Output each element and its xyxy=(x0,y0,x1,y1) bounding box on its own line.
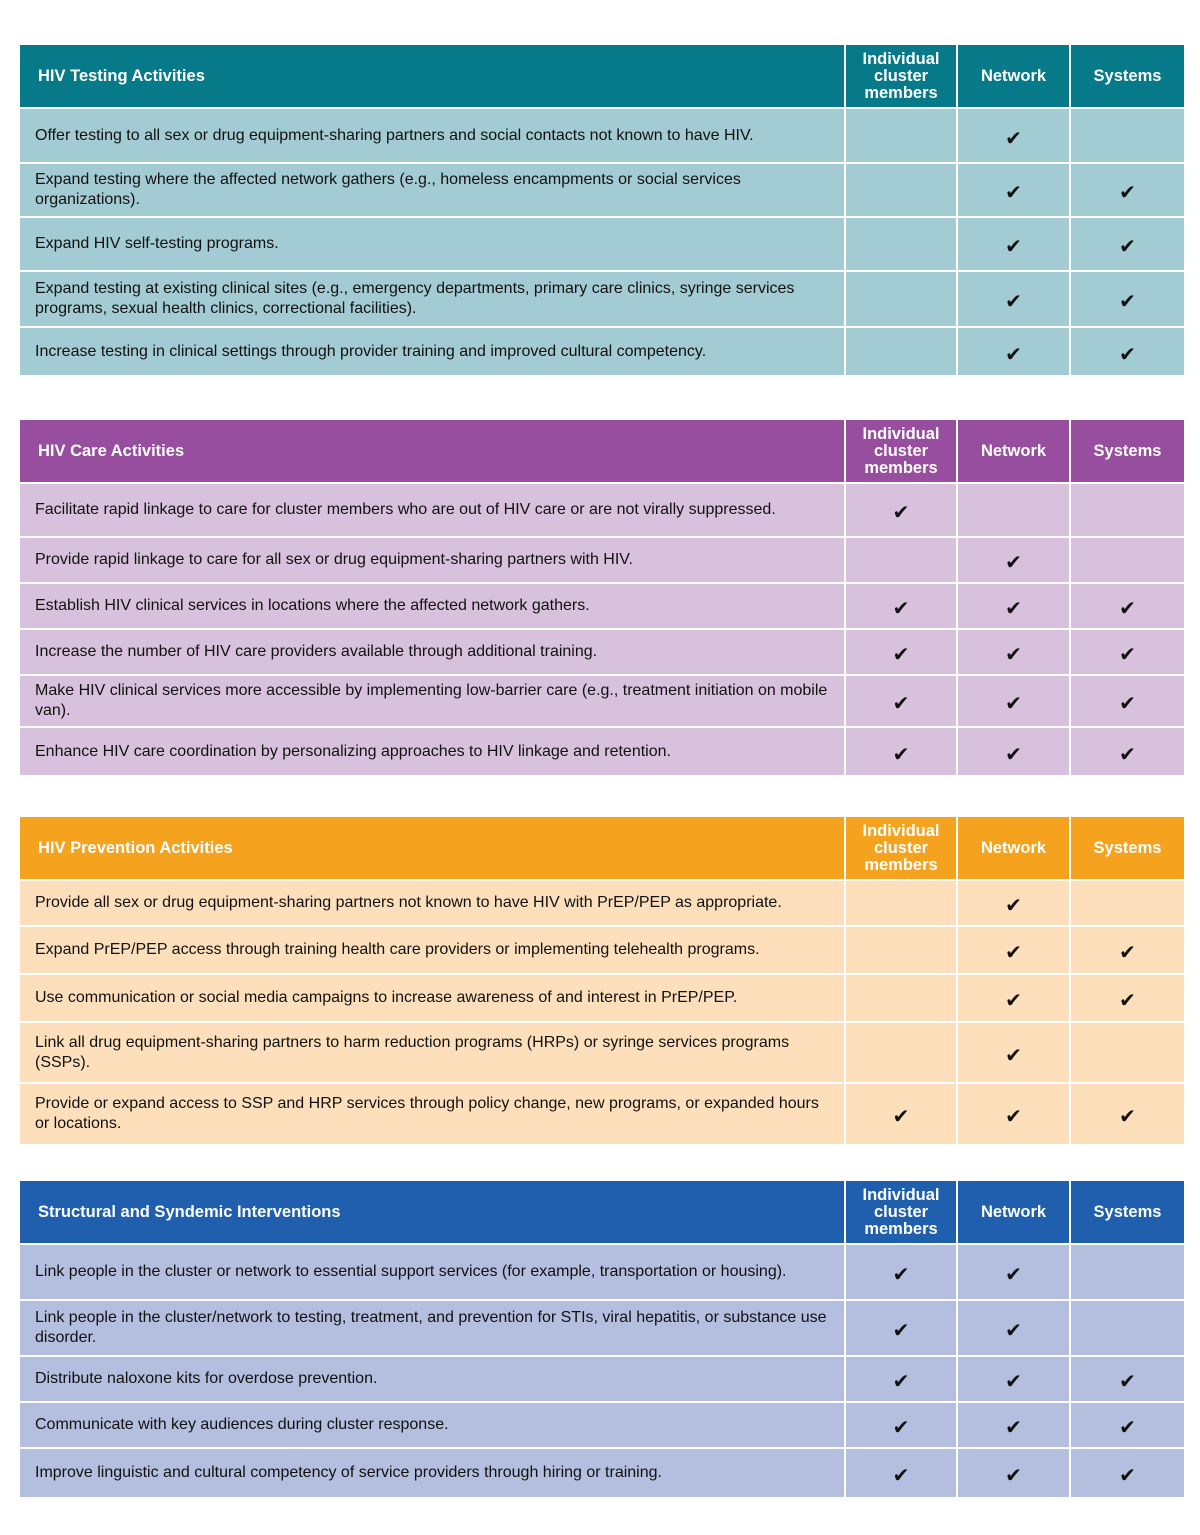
check-cell-network xyxy=(958,676,1071,728)
check-cell-systems xyxy=(1071,1357,1184,1403)
checkmark-icon: ✔ xyxy=(1005,289,1022,313)
check-cell-individual xyxy=(846,272,958,328)
checkmark-icon: ✔ xyxy=(1119,988,1136,1012)
activity-table xyxy=(20,1181,1184,1499)
check-cell-individual xyxy=(846,975,958,1023)
check-cell-network xyxy=(958,630,1071,676)
check-cell-systems xyxy=(1071,272,1184,328)
table-row xyxy=(20,1023,1184,1084)
checkmark-icon: ✔ xyxy=(892,1318,910,1342)
check-cell-network xyxy=(958,728,1071,777)
activity-text: Offer testing to all sex or drug equipment-sharing partners and social contacts not known to have HIV. xyxy=(20,109,846,164)
activity-text: Communicate with key audiences during cluster response. xyxy=(20,1403,846,1449)
section-title: Structural and Syndemic Interventions xyxy=(20,1181,846,1245)
check-cell-individual xyxy=(846,630,958,676)
check-cell-systems xyxy=(1071,927,1184,975)
table-row xyxy=(20,1245,1184,1301)
table-row xyxy=(20,927,1184,975)
table-header-row xyxy=(20,1181,1184,1245)
checkmark-icon: ✔ xyxy=(1005,1369,1022,1393)
column-header-network: Network xyxy=(958,1181,1071,1245)
column-header-network: Network xyxy=(958,420,1071,484)
activity-text: Link people in the cluster or network to essential support services (for example, transportation or housing). xyxy=(20,1245,846,1301)
check-cell-individual xyxy=(846,1301,958,1357)
checkmark-icon: ✔ xyxy=(892,1463,910,1487)
table-row xyxy=(20,109,1184,164)
column-header-systems: Systems xyxy=(1071,420,1184,484)
column-header-systems: Systems xyxy=(1071,45,1184,109)
check-cell-network xyxy=(958,538,1071,584)
activity-text: Distribute naloxone kits for overdose prevention. xyxy=(20,1357,846,1403)
checkmark-icon: ✔ xyxy=(1005,893,1022,917)
activity-text: Make HIV clinical services more accessible by implementing low-barrier care (e.g., treatment initiation on mobile van). xyxy=(20,676,846,728)
table-row xyxy=(20,1357,1184,1403)
checkmark-icon: ✔ xyxy=(1005,1463,1022,1487)
check-cell-systems xyxy=(1071,630,1184,676)
table-row xyxy=(20,584,1184,630)
checkmark-icon: ✔ xyxy=(1119,180,1136,204)
checkmark-icon: ✔ xyxy=(1005,1415,1022,1439)
checkmark-icon: ✔ xyxy=(1005,988,1022,1012)
column-header-individual: Individual cluster members xyxy=(846,45,958,109)
check-cell-network xyxy=(958,1245,1071,1301)
check-cell-systems xyxy=(1071,484,1184,538)
activity-text: Expand testing where the affected network gathers (e.g., homeless encampments or social services organizations). xyxy=(20,164,846,218)
check-cell-individual xyxy=(846,109,958,164)
checkmark-icon: ✔ xyxy=(1119,596,1136,620)
checkmark-icon: ✔ xyxy=(892,1104,910,1128)
table-row xyxy=(20,1403,1184,1449)
checkmark-icon: ✔ xyxy=(1005,1318,1022,1342)
table-row xyxy=(20,1084,1184,1146)
activity-text: Establish HIV clinical services in locations where the affected network gathers. xyxy=(20,584,846,630)
table-row xyxy=(20,272,1184,328)
checkmark-icon: ✔ xyxy=(892,500,910,524)
activity-text: Expand HIV self-testing programs. xyxy=(20,218,846,272)
activity-text: Expand PrEP/PEP access through training health care providers or implementing telehealth programs. xyxy=(20,927,846,975)
check-cell-individual xyxy=(846,1449,958,1499)
table-row xyxy=(20,218,1184,272)
table-row xyxy=(20,630,1184,676)
check-cell-network xyxy=(958,975,1071,1023)
check-cell-systems xyxy=(1071,164,1184,218)
table-header-row xyxy=(20,45,1184,109)
check-cell-systems xyxy=(1071,1023,1184,1084)
checkmark-icon: ✔ xyxy=(1119,289,1136,313)
check-cell-systems xyxy=(1071,728,1184,777)
check-cell-individual xyxy=(846,1245,958,1301)
check-cell-systems xyxy=(1071,109,1184,164)
table-row xyxy=(20,164,1184,218)
activity-text: Link all drug equipment-sharing partners to harm reduction programs (HRPs) or syringe services programs (SSPs). xyxy=(20,1023,846,1084)
check-cell-individual xyxy=(846,676,958,728)
check-cell-individual xyxy=(846,218,958,272)
check-cell-network xyxy=(958,1023,1071,1084)
check-cell-systems xyxy=(1071,584,1184,630)
column-header-network: Network xyxy=(958,817,1071,881)
checkmark-icon: ✔ xyxy=(892,1369,910,1393)
checkmark-icon: ✔ xyxy=(892,1415,910,1439)
column-header-network: Network xyxy=(958,45,1071,109)
checkmark-icon: ✔ xyxy=(1005,550,1022,574)
activity-text: Provide or expand access to SSP and HRP services through policy change, new programs, or expanded hours or locations. xyxy=(20,1084,846,1146)
check-cell-systems xyxy=(1071,1084,1184,1146)
checkmark-icon: ✔ xyxy=(1005,234,1022,258)
check-cell-systems xyxy=(1071,1301,1184,1357)
check-cell-individual xyxy=(846,881,958,927)
activity-text: Facilitate rapid linkage to care for cluster members who are out of HIV care or are not virally suppressed. xyxy=(20,484,846,538)
table-row xyxy=(20,881,1184,927)
check-cell-individual xyxy=(846,538,958,584)
activity-text: Use communication or social media campaigns to increase awareness of and interest in PrEP/PEP. xyxy=(20,975,846,1023)
check-cell-systems xyxy=(1071,328,1184,377)
checkmark-icon: ✔ xyxy=(1119,1369,1136,1393)
checkmark-icon: ✔ xyxy=(1119,1104,1136,1128)
table-header-row xyxy=(20,420,1184,484)
checkmark-icon: ✔ xyxy=(892,741,910,766)
checkmark-icon: ✔ xyxy=(1119,642,1136,666)
checkmark-icon: ✔ xyxy=(1119,940,1136,964)
checkmark-icon: ✔ xyxy=(892,1262,910,1286)
check-cell-systems xyxy=(1071,881,1184,927)
activity-text: Increase testing in clinical settings through provider training and improved cultural competency. xyxy=(20,328,846,377)
checkmark-icon: ✔ xyxy=(892,642,910,666)
checkmark-icon: ✔ xyxy=(1005,125,1022,150)
check-cell-individual xyxy=(846,927,958,975)
check-cell-individual xyxy=(846,1357,958,1403)
check-cell-network xyxy=(958,1449,1071,1499)
checkmark-icon: ✔ xyxy=(1119,1463,1136,1487)
check-cell-network xyxy=(958,218,1071,272)
table-row xyxy=(20,975,1184,1023)
check-cell-systems xyxy=(1071,676,1184,728)
table-row xyxy=(20,1449,1184,1499)
check-cell-systems xyxy=(1071,538,1184,584)
check-cell-systems xyxy=(1071,1245,1184,1301)
checkmark-icon: ✔ xyxy=(1119,741,1136,766)
check-cell-network xyxy=(958,1084,1071,1146)
check-cell-individual xyxy=(846,484,958,538)
activity-text: Expand testing at existing clinical sites (e.g., emergency departments, primary care clinics, syringe services programs, sexual health clinics, correctional facilities). xyxy=(20,272,846,328)
activity-table xyxy=(20,45,1184,377)
activity-text: Provide rapid linkage to care for all sex or drug equipment-sharing partners with HIV. xyxy=(20,538,846,584)
check-cell-systems xyxy=(1071,975,1184,1023)
checkmark-icon: ✔ xyxy=(1119,341,1136,366)
check-cell-individual xyxy=(846,584,958,630)
column-header-systems: Systems xyxy=(1071,1181,1184,1245)
checkmark-icon: ✔ xyxy=(1005,940,1022,964)
check-cell-network xyxy=(958,328,1071,377)
check-cell-systems xyxy=(1071,1449,1184,1499)
checkmark-icon: ✔ xyxy=(892,596,910,620)
check-cell-individual xyxy=(846,1084,958,1146)
column-header-individual: Individual cluster members xyxy=(846,817,958,881)
activity-table xyxy=(20,817,1184,1146)
section-title: HIV Testing Activities xyxy=(20,45,846,109)
check-cell-systems xyxy=(1071,1403,1184,1449)
check-cell-individual xyxy=(846,728,958,777)
checkmark-icon: ✔ xyxy=(1005,642,1022,666)
section-title: HIV Prevention Activities xyxy=(20,817,846,881)
check-cell-individual xyxy=(846,1023,958,1084)
checkmark-icon: ✔ xyxy=(892,691,910,715)
check-cell-systems xyxy=(1071,218,1184,272)
section-title: HIV Care Activities xyxy=(20,420,846,484)
table-header-row xyxy=(20,817,1184,881)
checkmark-icon: ✔ xyxy=(1005,741,1022,766)
check-cell-network xyxy=(958,881,1071,927)
table-row xyxy=(20,1301,1184,1357)
checkmark-icon: ✔ xyxy=(1005,596,1022,620)
check-cell-network xyxy=(958,584,1071,630)
check-cell-network xyxy=(958,927,1071,975)
activity-text: Improve linguistic and cultural competency of service providers through hiring or training. xyxy=(20,1449,846,1499)
check-cell-network xyxy=(958,272,1071,328)
table-row xyxy=(20,484,1184,538)
activity-text: Increase the number of HIV care providers available through additional training. xyxy=(20,630,846,676)
column-header-individual: Individual cluster members xyxy=(846,1181,958,1245)
check-cell-individual xyxy=(846,1403,958,1449)
check-cell-individual xyxy=(846,328,958,377)
check-cell-network xyxy=(958,1403,1071,1449)
activity-text: Enhance HIV care coordination by personalizing approaches to HIV linkage and retention. xyxy=(20,728,846,777)
checkmark-icon: ✔ xyxy=(1005,1042,1022,1067)
check-cell-individual xyxy=(846,164,958,218)
checkmark-icon: ✔ xyxy=(1005,341,1022,366)
checkmark-icon: ✔ xyxy=(1005,691,1022,715)
checkmark-icon: ✔ xyxy=(1119,234,1136,258)
checkmark-icon: ✔ xyxy=(1005,1262,1022,1286)
checkmark-icon: ✔ xyxy=(1119,691,1136,715)
check-cell-network xyxy=(958,164,1071,218)
table-row xyxy=(20,538,1184,584)
table-row xyxy=(20,728,1184,777)
column-header-systems: Systems xyxy=(1071,817,1184,881)
check-cell-network xyxy=(958,109,1071,164)
check-cell-network xyxy=(958,1357,1071,1403)
check-cell-network xyxy=(958,484,1071,538)
table-row xyxy=(20,676,1184,728)
activity-table xyxy=(20,420,1184,777)
activity-text: Provide all sex or drug equipment-sharing partners not known to have HIV with PrEP/PEP as appropriate. xyxy=(20,881,846,927)
checkmark-icon: ✔ xyxy=(1005,1104,1022,1128)
checkmark-icon: ✔ xyxy=(1119,1415,1136,1439)
check-cell-network xyxy=(958,1301,1071,1357)
table-row xyxy=(20,328,1184,377)
activity-text: Link people in the cluster/network to testing, treatment, and prevention for STIs, viral hepatitis, or substance use disorder. xyxy=(20,1301,846,1357)
column-header-individual: Individual cluster members xyxy=(846,420,958,484)
checkmark-icon: ✔ xyxy=(1005,180,1022,204)
